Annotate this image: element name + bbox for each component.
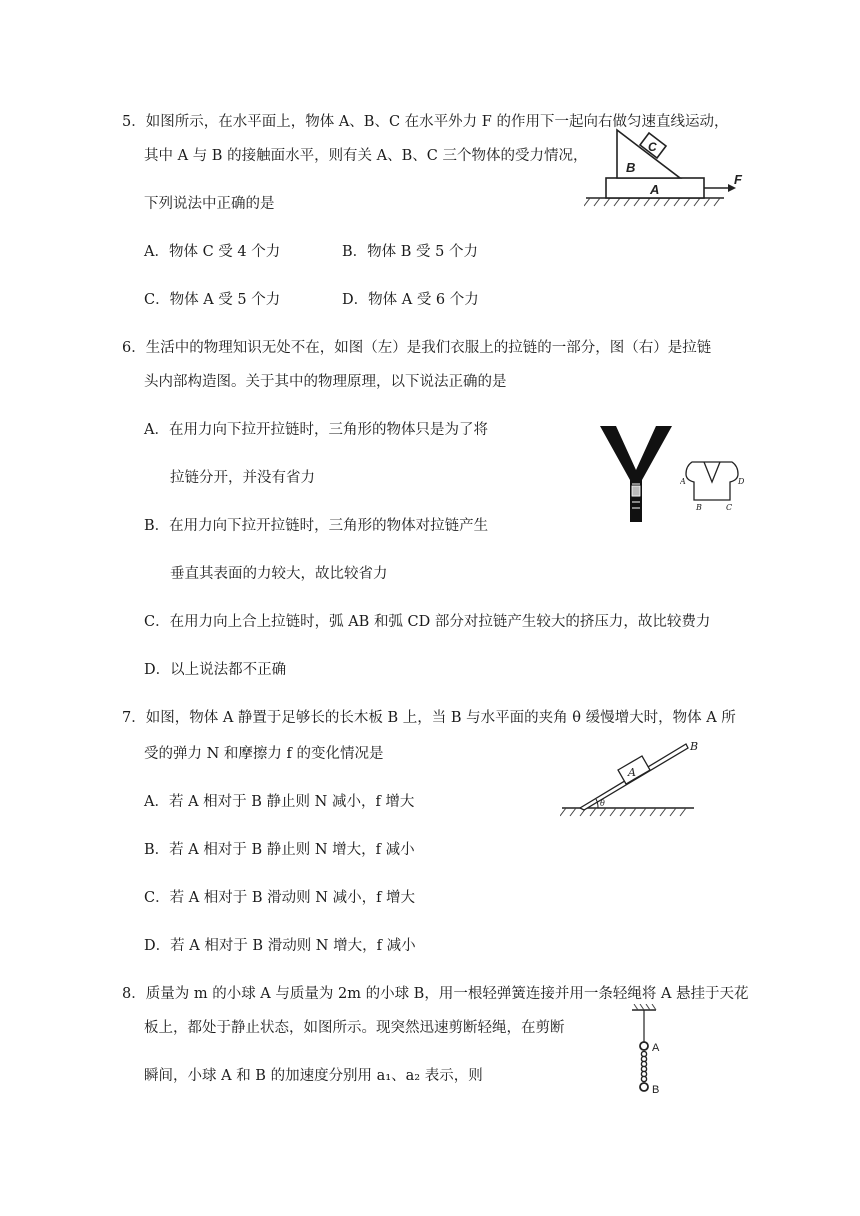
q7-stem-line-1: 7．如图，物体 A 静置于足够长的长木板 B 上，当 B 与水平面的夹角 θ 缓慢增大时，物体 A 所 <box>122 710 736 726</box>
q8-fig-label-a: A <box>652 1042 660 1054</box>
q7-fig-label-b: B <box>690 740 699 753</box>
q5-fig-label-a: A <box>650 182 660 197</box>
q6-figure-zipper-head <box>680 458 744 514</box>
q5-option-c: C．物体 A 受 5 个力 <box>144 292 281 308</box>
q7-option-b: B．若 A 相对于 B 静止则 N 增大，f 减小 <box>144 842 415 858</box>
q8-stem-line-1: 8．质量为 m 的小球 A 与质量为 2m 的小球 B，用一根轻弹簧连接并用一条轻绳将 A 悬挂于天花 <box>122 986 749 1002</box>
q5-option-a: A．物体 C 受 4 个力 <box>144 244 281 260</box>
q8-figure-spring <box>624 1004 674 1096</box>
q7-option-a: A．若 A 相对于 B 静止则 N 减小，f 增大 <box>144 794 415 810</box>
q7-fig-label-theta: θ <box>600 799 605 808</box>
q7-option-d: D．若 A 相对于 B 滑动则 N 增大，f 减小 <box>144 938 416 954</box>
q5-option-d: D．物体 A 受 6 个力 <box>342 292 479 308</box>
q6-fig-label-d: D <box>738 477 744 486</box>
q5-fig-label-b: B <box>626 160 636 175</box>
q5-stem-line-1: 5．如图所示，在水平面上，物体 A、B、C 在水平外力 F 的作用下一起向右做匀速直线运动， <box>122 114 729 130</box>
q6-stem-line-2: 头内部构造图。关于其中的物理原理，以下说法正确的是 <box>144 374 507 390</box>
q7-figure-incline <box>560 736 720 820</box>
q7-option-c: C．若 A 相对于 B 滑动则 N 减小，f 增大 <box>144 890 416 906</box>
q6-option-a-line-2: 拉链分开，并没有省力 <box>170 470 315 486</box>
q6-fig-label-b: B <box>696 503 702 512</box>
q6-option-d: D．以上说法都不正确 <box>144 662 287 678</box>
q6-option-b-line-2: 垂直其表面的力较大，故比较省力 <box>170 566 388 582</box>
q6-fig-label-a: A <box>680 477 686 486</box>
q7-fig-label-a: A <box>628 766 636 779</box>
q8-stem-line-2: 板上，都处于静止状态，如图所示。现突然迅速剪断轻绳，在剪断 <box>144 1020 565 1036</box>
q6-stem-line-1: 6．生活中的物理知识无处不在，如图（左）是我们衣服上的拉链的一部分，图（右）是拉链 <box>122 340 712 356</box>
q5-fig-label-c: C <box>648 140 657 154</box>
q8-stem-line-3: 瞬间，小球 A 和 B 的加速度分别用 a₁、a₂ 表示，则 <box>144 1068 483 1084</box>
q8-fig-label-b: B <box>652 1084 660 1096</box>
q5-stem-line-2: 其中 A 与 B 的接触面水平，则有关 A、B、C 三个物体的受力情况， <box>144 148 588 164</box>
q6-option-c: C．在用力向上合上拉链时，弧 AB 和弧 CD 部分对拉链产生较大的挤压力，故比较费力 <box>144 614 711 630</box>
q6-figure-zipper <box>596 424 676 524</box>
q5-fig-label-f: F <box>734 172 742 187</box>
q6-option-b-line-1: B．在用力向下拉开拉链时，三角形的物体对拉链产生 <box>144 518 489 534</box>
q5-stem-line-3: 下列说法中正确的是 <box>144 196 275 212</box>
q5-option-b: B．物体 B 受 5 个力 <box>342 244 478 260</box>
q6-option-a-line-1: A．在用力向下拉开拉链时，三角形的物体只是为了将 <box>144 422 488 438</box>
q5-figure-blocks <box>584 120 760 212</box>
q7-stem-line-2: 受的弹力 N 和摩擦力 f 的变化情况是 <box>144 746 384 762</box>
q6-fig-label-c: C <box>726 503 733 512</box>
